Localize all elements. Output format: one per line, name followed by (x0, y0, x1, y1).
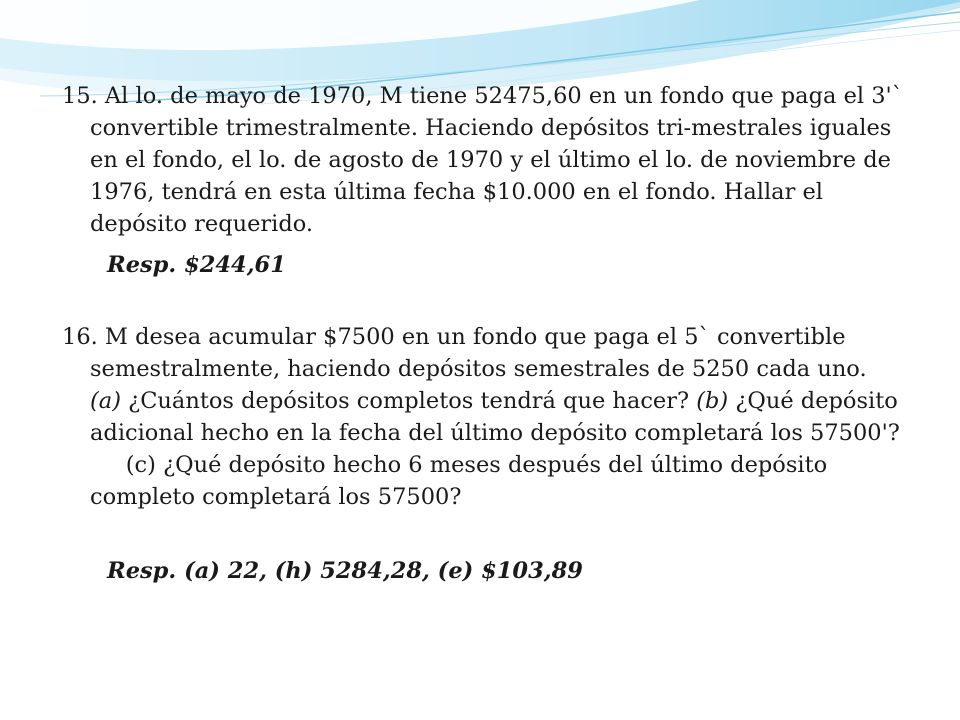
part-b-question: ¿Qué depósito adicional hecho en la fecha del último depósito completará los 57500'? (90, 388, 900, 446)
answer-label: Resp. (107, 252, 177, 278)
problem-15-text: 15. Al lo. de mayo de 1970, M tiene 52475,60 en un fondo que paga el 3'` convertible trimestralmente. Haciendo depósitos tri-mestrales iguales en el fondo, el lo. de agosto de 1970 y el último el lo. de noviembre de 1976, tendrá en esta última fecha $10.000 en el fondo. Hallar el depósito requerido. (62, 83, 903, 237)
slide-content (62, 80, 912, 587)
problem-16-intro: 16. M desea acumular $7500 en un fondo que paga el 5` convertible semestralmente, haciendo depósitos semestrales de 5250 cada uno. (62, 324, 867, 382)
part-a-label: (a) (90, 388, 121, 414)
part-c-question: (c) ¿Qué depósito hecho 6 meses después del último depósito completo completará los 57500? (90, 452, 828, 510)
part-b-label: (b) (696, 388, 729, 414)
problem-16-answer: Resp. (a) 22, (h) 5284,28, (e) $103,89 (107, 558, 583, 584)
answer-value: $244,61 (184, 252, 286, 278)
problem-15-answer (62, 249, 912, 281)
problem-16-text (62, 321, 912, 513)
part-a-question: ¿Cuántos depósitos completos tendrá que hacer? (128, 388, 690, 414)
